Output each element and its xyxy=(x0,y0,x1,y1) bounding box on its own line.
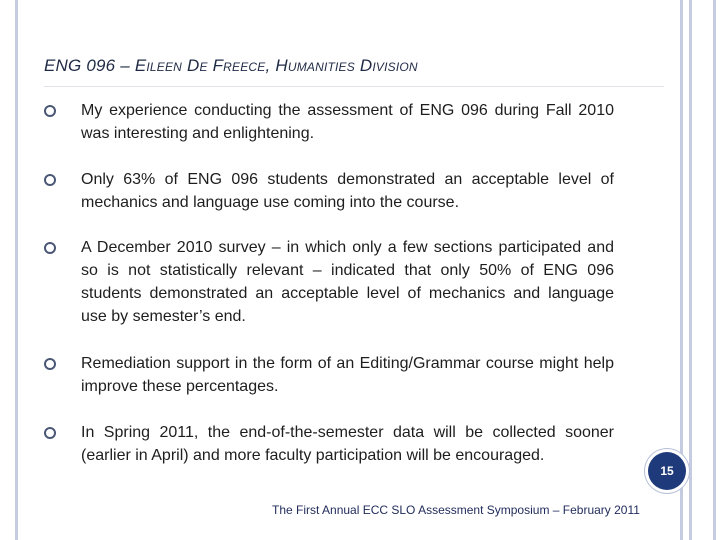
bullet-text: My experience conducting the assessment of ENG 096 during Fall 2010 was interesting and enlightening. xyxy=(81,102,614,142)
bullet-text: In Spring 2011, the end-of-the-semester data will be collected sooner (earlier in April) and more faculty participation will be encouraged. xyxy=(81,424,614,464)
page-number-badge: 15 xyxy=(648,452,686,490)
bullet-text: Remediation support in the form of an Editing/Grammar course might help improve these percentages. xyxy=(81,355,614,395)
bullet-circle-icon xyxy=(44,105,56,117)
bullet-text: A December 2010 survey – in which only a few sections participated and so is not statistically relevant – indicated that only 50% of ENG 096 students demonstrated an acceptable level of mechanics and language use by semester’s end. xyxy=(81,239,614,325)
bullet-circle-icon xyxy=(44,242,56,254)
left-decorative-rail xyxy=(15,0,18,540)
bullet-circle-icon xyxy=(44,358,56,370)
slide-title: ENG 096 – Eileen De Freece, Humanities Division xyxy=(44,56,418,75)
right-decorative-rail-outer xyxy=(689,0,692,540)
far-right-decorative-rail xyxy=(713,0,716,540)
footer-text: The First Annual ECC SLO Assessment Symposium – February 2011 xyxy=(272,503,640,517)
bullet-circle-icon xyxy=(44,174,56,186)
bullet-text: Only 63% of ENG 096 students demonstrated an acceptable level of mechanics and language use coming into the course. xyxy=(81,171,614,211)
bullet-circle-icon xyxy=(44,427,56,439)
title-divider xyxy=(44,86,664,87)
